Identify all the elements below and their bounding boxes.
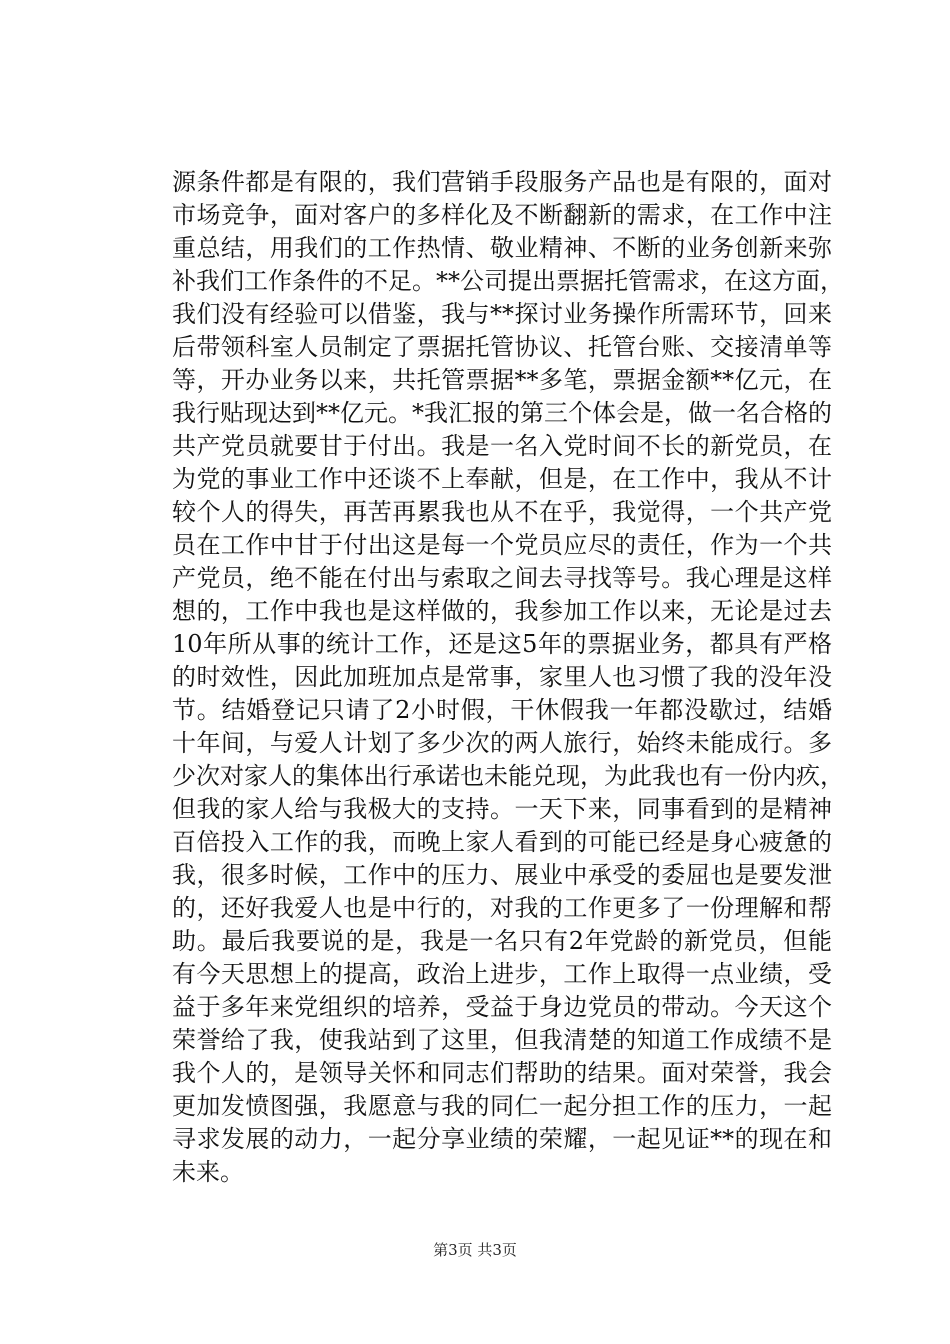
page-number-label: 第3页 共3页 (433, 1241, 517, 1259)
text-line: 我行贴现达到**亿元。*我汇报的第三个体会是，做一名合格的 (172, 399, 832, 427)
text-line: 更加发愤图强，我愿意与我的同仁一起分担工作的压力，一起 (172, 1092, 832, 1120)
text-line: 为党的事业工作中还谈不上奉献，但是，在工作中，我从不计 (172, 465, 832, 493)
text-line: 十年间，与爱人计划了多少次的两人旅行，始终未能成行。多 (172, 729, 832, 757)
text-line: 补我们工作条件的不足。**公司提出票据托管需求，在这方面， (172, 267, 844, 295)
text-line: 少次对家人的集体出行承诺也未能兑现，为此我也有一份内疚， (172, 762, 844, 790)
text-line: 我们没有经验可以借鉴，我与**探讨业务操作所需环节，回来 (172, 300, 832, 328)
text-line: 百倍投入工作的我，而晚上家人看到的可能已经是身心疲惫的 (172, 828, 832, 856)
text-line: 共产党员就要甘于付出。我是一名入党时间不长的新党员，在 (172, 432, 832, 460)
text-line: 我个人的，是领导关怀和同志们帮助的结果。面对荣誉，我会 (172, 1059, 832, 1087)
text-line: 源条件都是有限的，我们营销手段服务产品也是有限的，面对 (172, 168, 832, 196)
text-line: 产党员，绝不能在付出与索取之间去寻找等号。我心理是这样 (172, 564, 832, 592)
text-line: 10年所从事的统计工作，还是这5年的票据业务，都具有严格 (172, 630, 832, 658)
text-line: 节。结婚登记只请了2小时假，干休假我一年都没歇过，结婚 (172, 696, 832, 724)
page-footer (0, 1239, 950, 1260)
text-line: 想的，工作中我也是这样做的，我参加工作以来，无论是过去 (172, 597, 832, 625)
text-line: 但我的家人给与我极大的支持。一天下来，同事看到的是精神 (172, 795, 832, 823)
text-line: 等，开办业务以来，共托管票据**多笔，票据金额**亿元，在 (172, 366, 832, 394)
text-line: 较个人的得失，再苦再累我也从不在乎，我觉得，一个共产党 (172, 498, 832, 526)
text-line: 益于多年来党组织的培养，受益于身边党员的带动。今天这个 (172, 993, 832, 1021)
text-line: 荣誉给了我，使我站到了这里，但我清楚的知道工作成绩不是 (172, 1026, 832, 1054)
text-line: 我，很多时候，工作中的压力、展业中承受的委屈也是要发泄 (172, 861, 832, 889)
text-line: 有今天思想上的提高，政治上进步，工作上取得一点业绩，受 (172, 960, 832, 988)
text-line: 的时效性，因此加班加点是常事，家里人也习惯了我的没年没 (172, 663, 832, 691)
text-line: 的，还好我爱人也是中行的，对我的工作更多了一份理解和帮 (172, 894, 832, 922)
text-line: 市场竞争，面对客户的多样化及不断翻新的需求，在工作中注 (172, 201, 832, 229)
text-line: 寻求发展的动力，一起分享业绩的荣耀，一起见证**的现在和 (172, 1125, 832, 1153)
body-text (172, 166, 844, 1189)
text-line: 后带领科室人员制定了票据托管协议、托管台账、交接清单等 (172, 333, 832, 361)
text-line: 助。最后我要说的是，我是一名只有2年党龄的新党员，但能 (172, 927, 832, 955)
text-line: 重总结，用我们的工作热情、敬业精神、不断的业务创新来弥 (172, 234, 832, 262)
text-line: 未来。 (172, 1158, 244, 1186)
text-line: 员在工作中甘于付出这是每一个党员应尽的责任，作为一个共 (172, 531, 832, 559)
